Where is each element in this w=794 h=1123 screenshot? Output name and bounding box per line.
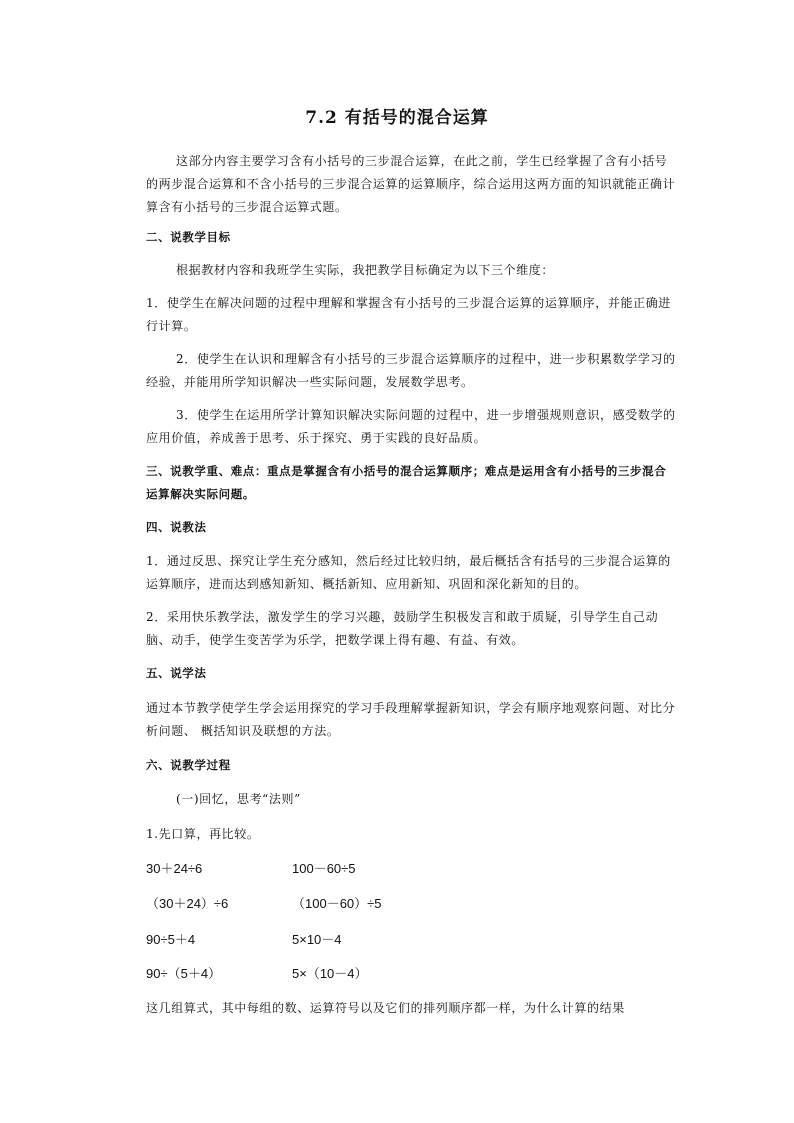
equation-row1-right: 100－60÷5 xyxy=(292,861,356,876)
equation-row4-right: 5×（10－4） xyxy=(292,966,368,981)
equation-row1-left: 30＋24÷6 xyxy=(146,861,203,876)
method-item-2: 2．采用快乐教学法，激发学生的学习兴趣，鼓励学生积极发言和敢于质疑，引导学生自己动脑、动手，使学生变苦学为乐学，把数学课上得有趣、有益、有效。 xyxy=(146,610,659,647)
objectives-lead: 根据教材内容和我班学生实际，我把教学目标确定为以下三个维度： xyxy=(176,263,555,277)
section-key-points: 三、说教学重、难点：重点是掌握含有小括号的混合运算顺序；难点是运用含有小括号的三步混合运算解决实际问题。 xyxy=(146,464,667,501)
closing-paragraph: 这几组算式，其中每组的数、运算符号以及它们的排列顺序都一样，为什么计算的结果 xyxy=(146,1001,625,1015)
section-heading-process: 六、说教学过程 xyxy=(146,758,231,772)
document-title: 7.2 有括号的混合运算 xyxy=(305,108,489,128)
process-step-1: 1.先口算，再比较。 xyxy=(146,827,260,841)
method-item-1: 1．通过反思、探究让学生充分感知，然后经过比较归纳，最后概括含有括号的三步混合运算的运算顺序，进而达到感知新知、概括新知、应用新知、巩固和深化新知的目的。 xyxy=(146,554,671,591)
section-heading-learning: 五、说学法 xyxy=(146,666,207,680)
equation-row2-right: （100－60）÷5 xyxy=(292,896,382,911)
equation-row4-left: 90÷（5＋4） xyxy=(146,966,222,981)
section-heading-methods: 四、说教法 xyxy=(146,520,207,534)
process-subheading-1: (一)回忆，思考“法则” xyxy=(176,792,301,806)
equation-row2-left: （30＋24）÷6 xyxy=(146,896,229,911)
objective-item-3: 3．使学生在运用所学计算知识解决实际问题的过程中，进一步增强规则意识，感受数学的应用价值，养成善于思考、乐于探究、勇于实践的良好品质。 xyxy=(146,408,676,445)
section-heading-objectives: 二、说教学目标 xyxy=(146,230,231,244)
learning-paragraph: 通过本节教学使学生学会运用探究的学习手段理解掌握新知识，学会有顺序地观察问题、对比分析问题、 概括知识及联想的方法。 xyxy=(146,701,676,738)
intro-paragraph: 这部分内容主要学习含有小括号的三步混合运算，在此之前，学生已经掌握了含有小括号的两步混合运算和不含小括号的三步混合运算的运算顺序，综合运用这两方面的知识就能正确计算含有小括号的三步混合运算式题。 xyxy=(146,154,676,214)
objective-item-1: 1．使学生在解决问题的过程中理解和掌握含有小括号的三步混合运算的运算顺序，并能正确进行计算。 xyxy=(146,296,671,333)
objective-item-2: 2．使学生在认识和理解含有小括号的三步混合运算顺序的过程中，进一步积累数学学习的经验，并能用所学知识解决一些实际问题，发展数学思考。 xyxy=(146,352,676,389)
equation-row3-right: 5×10－4 xyxy=(292,932,342,947)
equation-row3-left: 90÷5＋4 xyxy=(146,932,196,947)
